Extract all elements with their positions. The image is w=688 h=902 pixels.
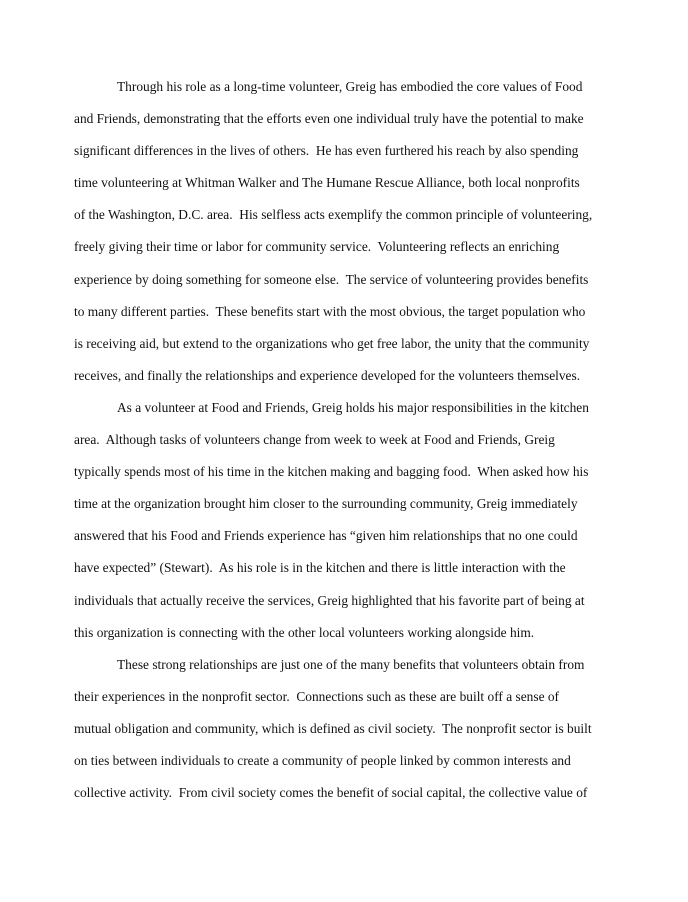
text-line: their experiences in the nonprofit sector. Connections such as these are built off a sense of	[74, 688, 560, 704]
text-line: significant differences in the lives of others. He has even furthered his reach by also spending	[74, 143, 579, 159]
text-line: is receiving aid, but extend to the organizations who get free labor, the unity that the community	[74, 335, 590, 351]
paragraph-2	[74, 392, 620, 649]
text-line: collective activity. From civil society comes the benefit of social capital, the collective value of	[74, 785, 588, 801]
document-body	[74, 71, 620, 809]
text-line: individuals that actually receive the services, Greig highlighted that his favorite part of being at	[74, 592, 585, 608]
text-line: mutual obligation and community, which is defined as civil society. The nonprofit sector is built	[74, 720, 592, 736]
text-line: As a volunteer at Food and Friends, Greig holds his major responsibilities in the kitchen	[117, 399, 589, 415]
text-line: and Friends, demonstrating that the efforts even one individual truly have the potential to make	[74, 111, 584, 127]
paragraph-1	[74, 71, 620, 392]
text-line: of the Washington, D.C. area. His selfless acts exemplify the common principle of volunteering,	[74, 207, 593, 223]
paragraph-3	[74, 649, 620, 809]
text-line: receives, and finally the relationships and experience developed for the volunteers themselves.	[74, 367, 581, 383]
text-line: time volunteering at Whitman Walker and The Humane Rescue Alliance, both local nonprofits	[74, 175, 580, 191]
text-line: typically spends most of his time in the kitchen making and bagging food. When asked how his	[74, 464, 589, 480]
text-line: have expected” (Stewart). As his role is in the kitchen and there is little interaction with the	[74, 560, 566, 576]
text-line: area. Although tasks of volunteers change from week to week at Food and Friends, Greig	[74, 432, 555, 448]
text-line: These strong relationships are just one of the many benefits that volunteers obtain from	[117, 656, 585, 672]
text-line: Through his role as a long-time volunteer, Greig has embodied the core values of Food	[117, 79, 583, 94]
text-line: experience by doing something for someone else. The service of volunteering provides benefits	[74, 271, 589, 287]
text-line: this organization is connecting with the other local volunteers working alongside him.	[74, 624, 535, 640]
text-line: on ties between individuals to create a community of people linked by common interests and	[74, 752, 571, 768]
text-line: to many different parties. These benefits start with the most obvious, the target population who	[74, 303, 586, 319]
text-line: answered that his Food and Friends experience has “given him relationships that no one could	[74, 528, 578, 544]
text-line: freely giving their time or labor for community service. Volunteering reflects an enriching	[74, 239, 560, 255]
text-line: time at the organization brought him closer to the surrounding community, Greig immediately	[74, 496, 578, 512]
